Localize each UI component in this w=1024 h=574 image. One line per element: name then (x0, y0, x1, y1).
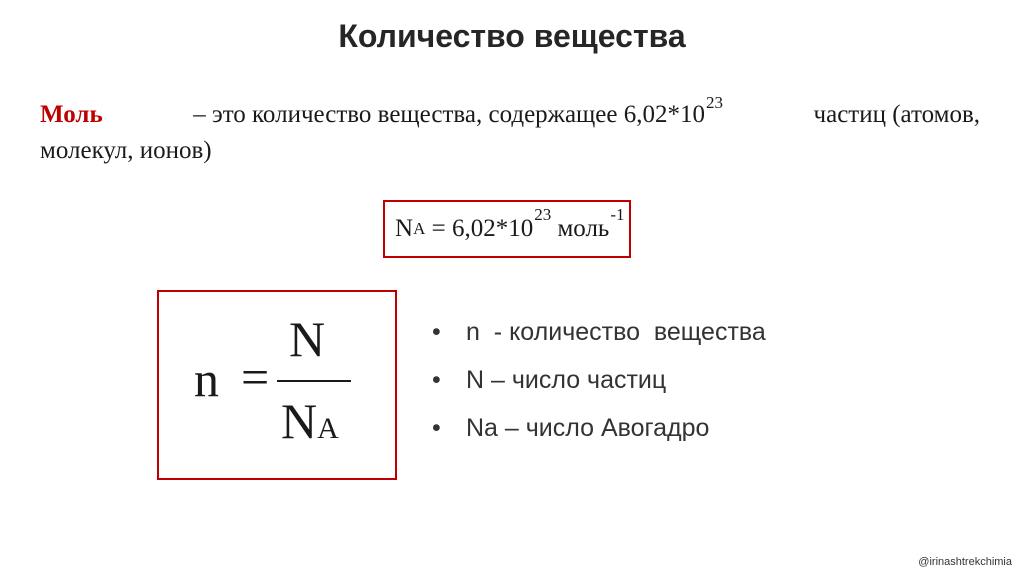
definition-term: Моль (40, 101, 103, 128)
definition-exponent: 23 (705, 93, 723, 112)
formula-equals: = (241, 349, 270, 405)
mole-definition (40, 93, 980, 168)
definition-main-text: – это количество вещества, содержащее 6,02*10 (193, 101, 705, 128)
bullet-text: Na – число Авогадро (466, 414, 710, 442)
formula-numerator: N (289, 311, 326, 367)
fraction-bar (277, 380, 351, 382)
avogadro-unit-exponent: -1 (610, 205, 625, 224)
avogadro-exponent: 23 (534, 205, 552, 224)
avogadro-unit: моль (551, 215, 610, 242)
bullet-text: n - количество вещества (466, 318, 766, 346)
page-title: Количество вещества (338, 18, 686, 54)
definition-line-end: частиц (атомов, (813, 101, 980, 128)
definition-line-2: молекул, ионов) (40, 137, 212, 164)
definition-text (193, 93, 723, 134)
watermark: @irinashtrekchimia (918, 556, 1012, 568)
bullet-item (432, 356, 766, 404)
formula-denominator-symbol: N (281, 393, 318, 449)
bullet-marker: • (432, 414, 441, 442)
definition-line-1 (40, 93, 980, 134)
bullet-item (432, 308, 766, 356)
formula-denominator (281, 392, 339, 450)
amount-formula-box (157, 290, 397, 480)
avogadro-symbol: N (395, 215, 414, 242)
avogadro-value: = 6,02*10 (425, 215, 534, 242)
formula-denominator-subscript: A (317, 412, 339, 445)
formula-lhs: n (194, 351, 219, 407)
bullet-text: N – число частиц (466, 366, 667, 394)
avogadro-subscript: A (413, 219, 426, 238)
legend-bullet-list (432, 308, 766, 452)
bullet-marker: • (432, 318, 441, 346)
bullet-marker: • (432, 366, 441, 394)
avogadro-constant-box (383, 200, 631, 258)
bullet-item (432, 404, 766, 452)
